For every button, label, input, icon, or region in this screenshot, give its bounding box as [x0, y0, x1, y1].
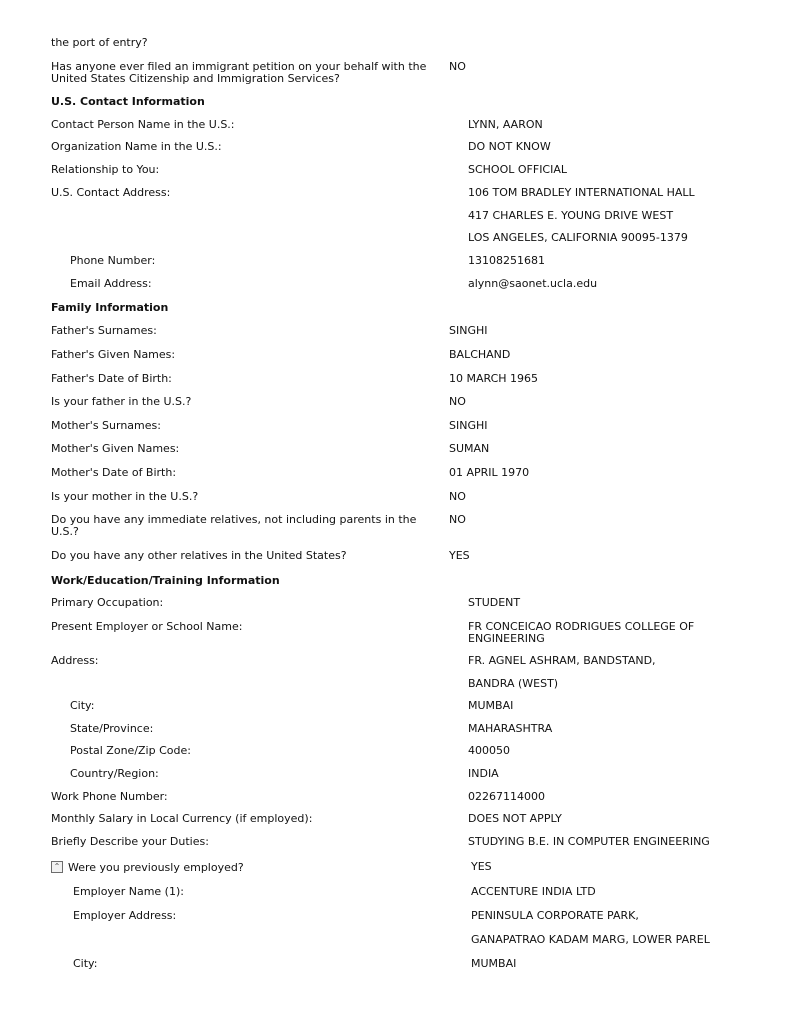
work-heading: Work/Education/Training Information — [51, 574, 280, 587]
occupation-value: STUDENT — [468, 596, 521, 609]
contact-email-label: Email Address: — [70, 277, 152, 290]
work-country-value: INDIA — [468, 767, 499, 780]
salary-label: Monthly Salary in Local Currency (if employed): — [51, 812, 313, 825]
father-surnames-value: SINGHI — [449, 324, 488, 337]
organization-label: Organization Name in the U.S.: — [51, 140, 222, 153]
duties-value: STUDYING B.E. IN COMPUTER ENGINEERING — [468, 835, 710, 848]
work-state-value: MAHARASHTRA — [468, 722, 553, 735]
prev-employer-name-label: Employer Name (1): — [73, 885, 184, 898]
other-relatives-answer: YES — [449, 549, 470, 562]
contact-phone-value: 13108251681 — [468, 254, 545, 267]
prev-employer-address-line2: GANAPATRAO KADAM MARG, LOWER PAREL — [471, 933, 710, 946]
relationship-label: Relationship to You: — [51, 163, 160, 176]
employer-label: Present Employer or School Name: — [51, 620, 243, 633]
work-phone-label: Work Phone Number: — [51, 790, 168, 803]
mother-dob-value: 01 APRIL 1970 — [449, 466, 530, 479]
prev-employer-city-value: MUMBAI — [471, 957, 517, 970]
prev-employer-address-label: Employer Address: — [73, 909, 177, 922]
us-contact-heading: U.S. Contact Information — [51, 95, 205, 108]
petition-question-cont: United States Citizenship and Immigration Services? — [51, 72, 340, 85]
contact-address-label: U.S. Contact Address: — [51, 186, 171, 199]
father-given-names-label: Father's Given Names: — [51, 348, 176, 361]
work-phone-value: 02267114000 — [468, 790, 545, 803]
work-address-line1: FR. AGNEL ASHRAM, BANDSTAND, — [468, 654, 656, 667]
father-in-us-value: NO — [449, 395, 466, 408]
father-in-us-label: Is your father in the U.S.? — [51, 395, 192, 408]
work-city-label: City: — [70, 699, 95, 712]
father-dob-label: Father's Date of Birth: — [51, 372, 172, 385]
prev-employer-city-label: City: — [73, 957, 98, 970]
employer-value: FR CONCEICAO RODRIGUES COLLEGE OF — [468, 620, 695, 633]
previously-employed-answer: YES — [471, 860, 492, 873]
contact-address-line2: 417 CHARLES E. YOUNG DRIVE WEST — [468, 209, 674, 222]
prev-employer-address-line1: PENINSULA CORPORATE PARK, — [471, 909, 639, 922]
petition-question: Has anyone ever filed an immigrant petition on your behalf with the — [51, 60, 427, 73]
work-address-line2: BANDRA (WEST) — [468, 677, 559, 690]
organization-value: DO NOT KNOW — [468, 140, 551, 153]
mother-given-names-value: SUMAN — [449, 442, 490, 455]
occupation-label: Primary Occupation: — [51, 596, 164, 609]
mother-dob-label: Mother's Date of Birth: — [51, 466, 177, 479]
contact-address-line1: 106 TOM BRADLEY INTERNATIONAL HALL — [468, 186, 695, 199]
port-of-entry-text: the port of entry? — [51, 36, 148, 49]
immediate-relatives-question-cont: U.S.? — [51, 525, 79, 538]
immediate-relatives-question: Do you have any immediate relatives, not including parents in the — [51, 513, 417, 526]
work-address-label: Address: — [51, 654, 99, 667]
work-state-label: State/Province: — [70, 722, 154, 735]
contact-address-line3: LOS ANGELES, CALIFORNIA 90095-1379 — [468, 231, 688, 244]
mother-given-names-label: Mother's Given Names: — [51, 442, 180, 455]
petition-answer: NO — [449, 60, 466, 73]
mother-surnames-label: Mother's Surnames: — [51, 419, 161, 432]
relationship-value: SCHOOL OFFICIAL — [468, 163, 568, 176]
contact-email-value: alynn@saonet.ucla.edu — [468, 277, 598, 290]
collapse-toggle-icon[interactable]: ⌃ — [51, 861, 63, 873]
family-heading: Family Information — [51, 301, 169, 314]
work-postal-label: Postal Zone/Zip Code: — [70, 744, 191, 757]
mother-in-us-label: Is your mother in the U.S.? — [51, 490, 199, 503]
father-dob-value: 10 MARCH 1965 — [449, 372, 539, 385]
mother-surnames-value: SINGHI — [449, 419, 488, 432]
immediate-relatives-answer: NO — [449, 513, 466, 526]
duties-label: Briefly Describe your Duties: — [51, 835, 209, 848]
prev-employer-name-value: ACCENTURE INDIA LTD — [471, 885, 596, 898]
employer-value-cont: ENGINEERING — [468, 632, 545, 645]
work-city-value: MUMBAI — [468, 699, 514, 712]
contact-person-value: LYNN, AARON — [468, 118, 543, 131]
mother-in-us-value: NO — [449, 490, 466, 503]
contact-person-label: Contact Person Name in the U.S.: — [51, 118, 235, 131]
other-relatives-question: Do you have any other relatives in the United States? — [51, 549, 347, 562]
salary-value: DOES NOT APPLY — [468, 812, 562, 825]
work-postal-value: 400050 — [468, 744, 510, 757]
father-surnames-label: Father's Surnames: — [51, 324, 157, 337]
work-country-label: Country/Region: — [70, 767, 159, 780]
father-given-names-value: BALCHAND — [449, 348, 511, 361]
previously-employed-question: Were you previously employed? — [68, 861, 244, 874]
contact-phone-label: Phone Number: — [70, 254, 156, 267]
